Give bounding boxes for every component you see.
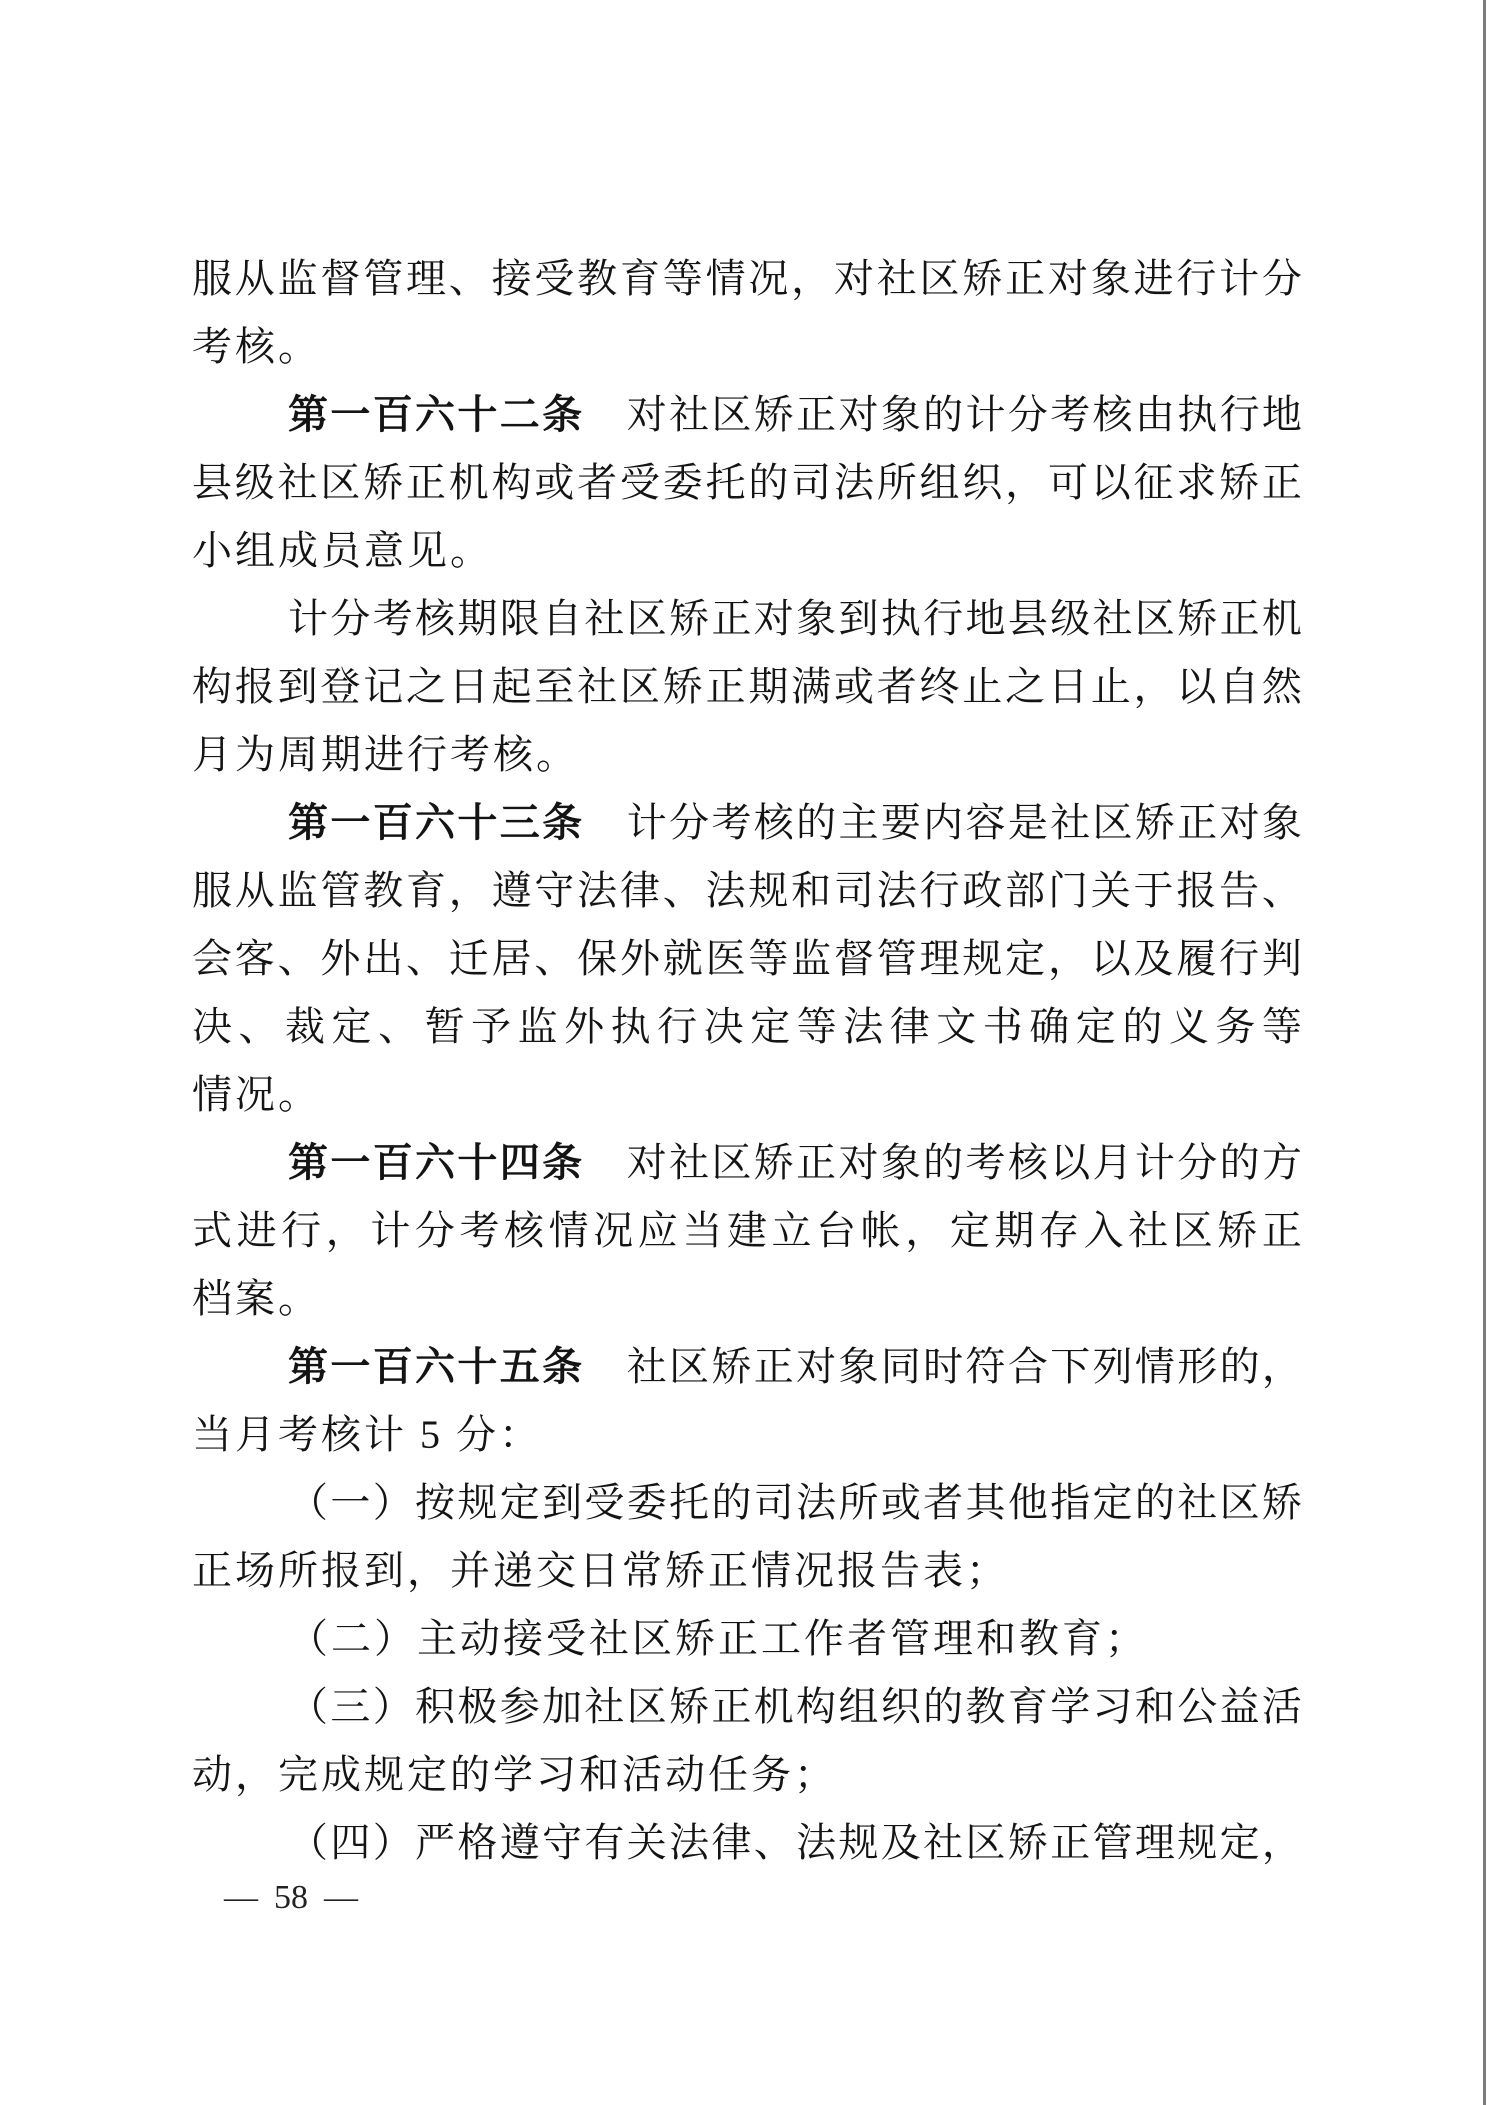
text-line: 档案。 xyxy=(192,1276,321,1321)
text-line: 正场所报到，并递交日常矫正情况报告表； xyxy=(192,1548,1009,1593)
page-footer xyxy=(224,1878,358,1918)
text-line: 决 、 裁 定 、 暂 予 监 外 执 行 决 定 等 法 律 文 书 确 定 的 义 务 等 xyxy=(192,1004,1302,1049)
text-line: 会 客 、 外 出 、 迁 居 、 保 外 就 医 等 监 督 管 理 规 定 ， 以 及 履 行 判 xyxy=(192,936,1302,981)
text-line: 小组成员意见。 xyxy=(192,528,493,573)
text-line: 当月考核计 5 分： xyxy=(192,1412,542,1457)
scan-edge-shadow xyxy=(1483,0,1486,2105)
text-line: 情况。 xyxy=(192,1072,321,1117)
text-line: 第 一 百 六 十 三 条 计 分 考 核 的 主 要 内 容 是 社 区 矫 正 对 象 xyxy=(192,789,1302,857)
article-gap xyxy=(584,1333,624,1401)
text-line: 第 一 百 六 十 二 条 对 社 区 矫 正 对 象 的 计 分 考 核 由 执 行 地 xyxy=(192,381,1302,449)
article-gap xyxy=(584,381,624,449)
text-line: 动，完成规定的学习和活动任务； xyxy=(192,1752,837,1797)
text-line: （二）主动接受社区矫正工作者管理和教育； xyxy=(288,1616,1148,1661)
page-number: 58 xyxy=(274,1879,308,1916)
footer-dash-right: — xyxy=(324,1879,358,1916)
text-line: 考核。 xyxy=(192,324,321,369)
article-gap xyxy=(584,1129,624,1197)
text-line: （ 三 ） 积 极 参 加 社 区 矫 正 机 构 组 织 的 教 育 学 习 和 公 益 活 xyxy=(288,1684,1302,1729)
text-line: （ 一 ） 按 规 定 到 受 委 托 的 司 法 所 或 者 其 他 指 定 的 社 区 矫 xyxy=(288,1480,1302,1525)
article-gap xyxy=(584,789,624,857)
text-line: 计 分 考 核 期 限 自 社 区 矫 正 对 象 到 执 行 地 县 级 社 区 矫 正 机 xyxy=(288,596,1302,641)
text-line: 第 一 百 六 十 五 条 社 区 矫 正 对 象 同 时 符 合 下 列 情 形 的 ， xyxy=(192,1333,1302,1401)
text-line: 服 从 监 管 教 育 ， 遵 守 法 律 、 法 规 和 司 法 行 政 部 门 关 于 报 告 、 xyxy=(192,868,1302,913)
text-line: （ 四 ） 严 格 遵 守 有 关 法 律 、 法 规 及 社 区 矫 正 管 理 规 定 ， xyxy=(288,1820,1302,1865)
text-line: 服 从 监 督 管 理 、 接 受 教 育 等 情 况 ， 对 社 区 矫 正 对 象 进 行 计 分 xyxy=(192,256,1302,301)
text-line: 月为周期进行考核。 xyxy=(192,732,579,777)
document-body xyxy=(192,245,1302,1877)
footer-dash-left: — xyxy=(224,1879,258,1916)
text-line: 县 级 社 区 矫 正 机 构 或 者 受 委 托 的 司 法 所 组 织 ， 可 以 征 求 矫 正 xyxy=(192,460,1302,505)
text-line: 构 报 到 登 记 之 日 起 至 社 区 矫 正 期 满 或 者 终 止 之 日 止 ， 以 自 然 xyxy=(192,664,1302,709)
text-line: 式 进 行 ， 计 分 考 核 情 况 应 当 建 立 台 帐 ， 定 期 存 入 社 区 矫 正 xyxy=(192,1208,1302,1253)
text-line: 第 一 百 六 十 四 条 对 社 区 矫 正 对 象 的 考 核 以 月 计 分 的 方 xyxy=(192,1129,1302,1197)
